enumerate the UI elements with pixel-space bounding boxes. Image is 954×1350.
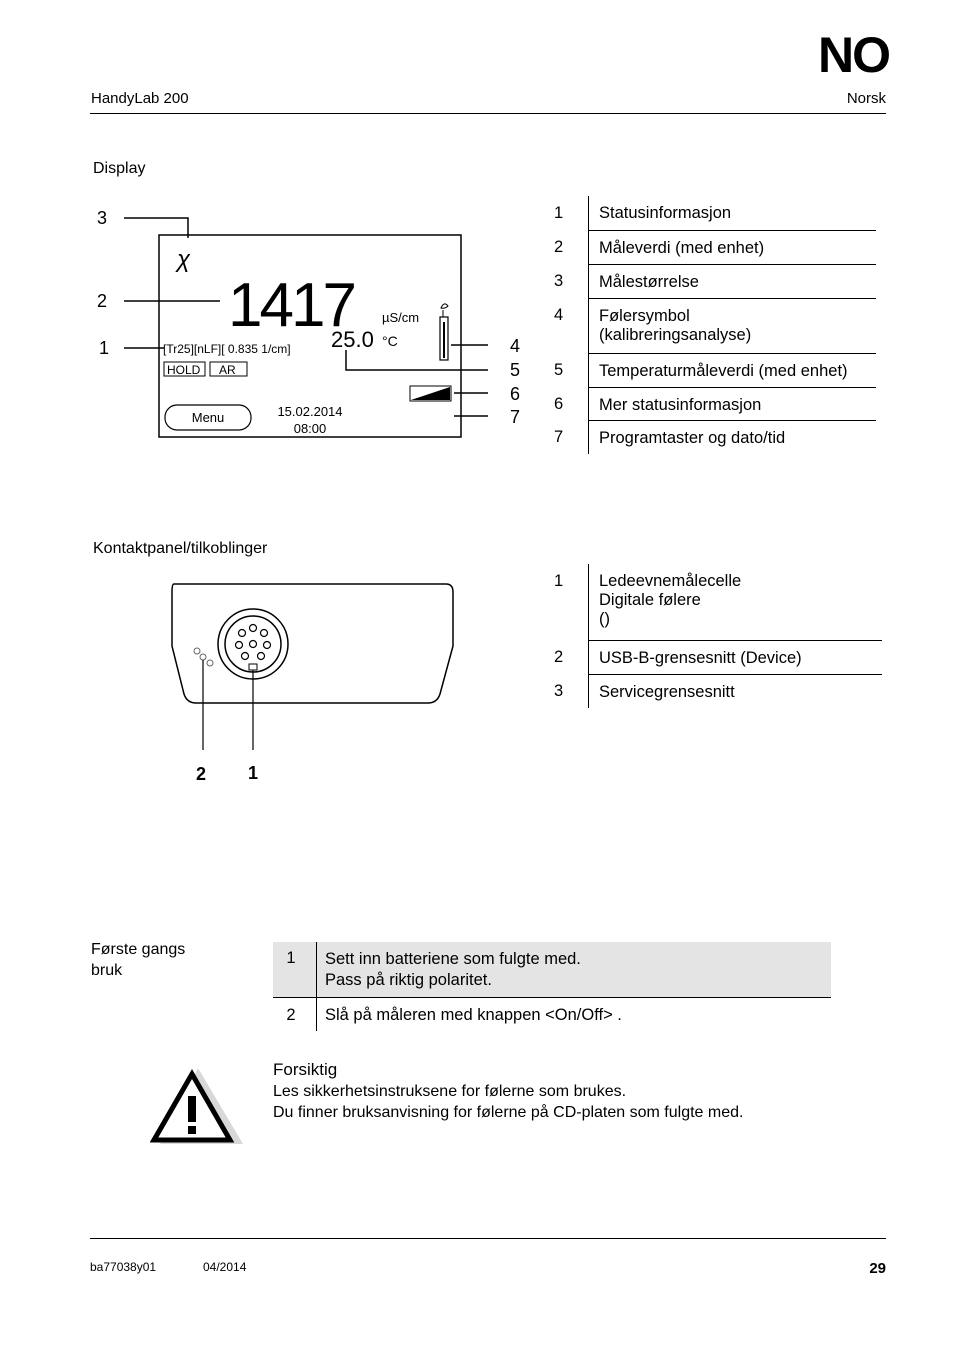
contact-section-title: Kontaktpanel/tilkoblinger [93, 540, 268, 557]
first-use-title: Første gangs bruk [91, 941, 186, 979]
doc-id: ba77038y01 [90, 1260, 157, 1274]
footer-rule [90, 1238, 886, 1239]
screen-time: 08:00 [293, 421, 327, 436]
callout-4: 4 [510, 336, 521, 356]
contact-callout-1: 1 [248, 763, 259, 783]
contact-panel-diagram [160, 570, 470, 790]
callout-1: 1 [99, 338, 110, 358]
page-number: 29 [869, 1260, 886, 1277]
warning-title: Forsiktig [273, 1060, 338, 1079]
language-code: NO [818, 27, 889, 83]
step-row: 1 Sett inn batteriene som fulgte med. Pass på riktig polaritet. [273, 942, 831, 997]
menu-softkey-label: Menu [191, 410, 225, 425]
temperature-unit: °C [382, 333, 398, 349]
warning-line-1: Les sikkerhetsinstruksene for følerne som brukes. [273, 1083, 627, 1100]
callout-3: 3 [97, 208, 108, 228]
display-legend-table: 1 Statusinformasjon 2 Måleverdi (med enhet) 3 Målestørrelse 4 Følersymbol (kalibreringsanalyse) 5 Temperaturmåleverdi (med enhet) 6 Mer statusinformasjon 7 Programtaster og dato/tid [554, 196, 876, 454]
warning-triangle-icon [150, 1064, 245, 1146]
doc-date: 04/2014 [203, 1260, 247, 1274]
display-diagram [90, 200, 540, 450]
language-name: Norsk [846, 90, 886, 107]
contact-legend-table: 1 Ledeevnemålecelle Digitale følere () 2 USB-B-grensesnitt (Device) 3 Servicegrensesnitt [554, 564, 882, 708]
screen-date: 15.02.2014 [277, 404, 343, 419]
display-section-title: Display [93, 160, 146, 177]
ar-flag: AR [219, 363, 236, 377]
callout-6: 6 [510, 384, 521, 404]
step-row: 2 Slå på måleren med knappen <On/Off> . [273, 997, 831, 1031]
first-use-steps [273, 942, 831, 1031]
callout-7: 7 [510, 407, 521, 427]
main-value: 1417 [228, 271, 354, 340]
hold-flag: HOLD [167, 363, 201, 377]
product-name: HandyLab 200 [91, 90, 189, 107]
callout-5: 5 [510, 360, 521, 380]
panel-outline [172, 584, 453, 703]
on-off-key: <On/Off> [545, 1005, 613, 1024]
callout-2: 2 [97, 291, 108, 311]
warning-line-2: Du finner bruksanvisning for følerne på CD-platen som fulgte med. [273, 1104, 744, 1121]
header-rule [90, 113, 886, 114]
measurand-symbol: χ [177, 246, 191, 273]
status-info: [Tr25][nLF][ 0.835 1/cm] [163, 342, 291, 356]
main-unit: µS/cm [382, 310, 420, 325]
contact-callout-2: 2 [196, 764, 207, 784]
temperature-value: 25.0 [331, 327, 374, 352]
